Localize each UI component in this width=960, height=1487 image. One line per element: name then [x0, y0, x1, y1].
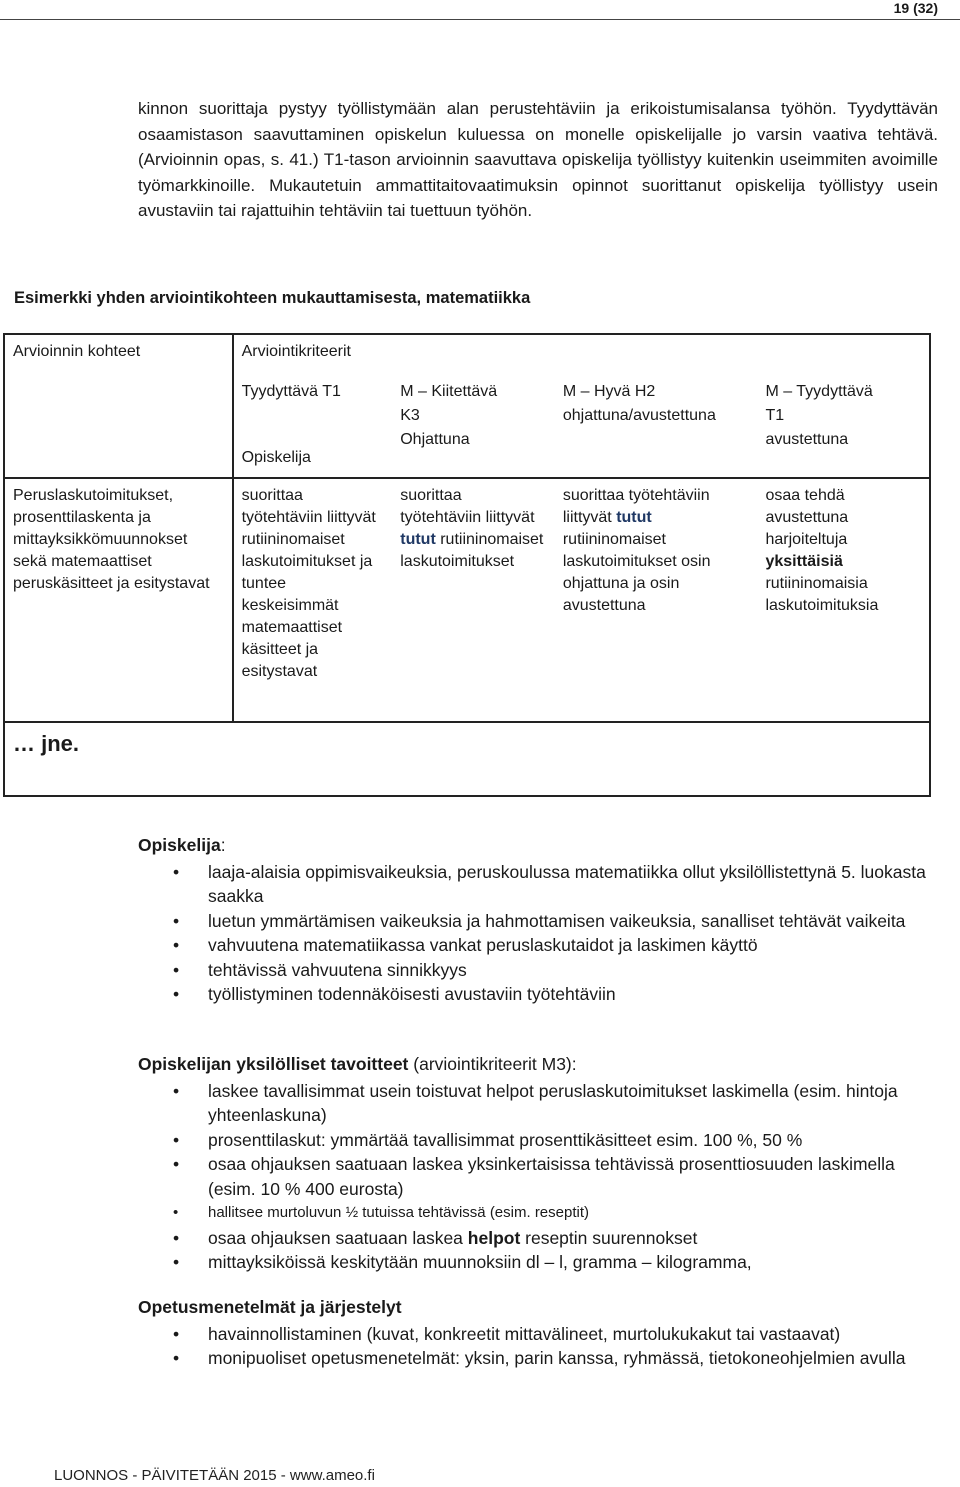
criteria-cell-t1: suorittaa työtehtäviin liittyvät rutiininomaiset laskutoimitukset ja tuntee keskeisimmät matemaattiset käsitteet ja esitystavat [233, 478, 393, 722]
emphasis: tutut [616, 509, 652, 526]
list-item: • mittayksiköissä keskitytään muunnoksiin dl – l, gramma – kilogramma, [138, 1250, 938, 1275]
section-goals [138, 1052, 938, 1275]
list-item: • laaja-alaisia oppimisvaikeuksia, peruskoulussa matematiikka ollut yksilöllistettynä 5. luokasta saakka [138, 860, 938, 909]
emphasis: yksittäisiä [765, 553, 843, 570]
criteria-cell-m-t1: osaa tehdä avustettuna harjoiteltuja yksittäisiä rutiininomaisia laskutoimituksia [757, 478, 930, 722]
list-item: • prosenttilaskut: ymmärtää tavallisimmat prosenttikäsitteet esim. 100 %, 50 % [138, 1128, 938, 1153]
level-t1-label: Tyydyttävä T1 [241, 383, 341, 400]
list-item: • osaa ohjauksen saatuaan laskea helpot reseptin suurennokset [138, 1226, 938, 1251]
level-line: M – Hyvä H2 [562, 383, 656, 400]
example-title: Esimerkki yhden arviointikohteen mukauttamisesta, matematiikka [14, 289, 531, 307]
level-line: M – Kiitettävä [400, 383, 498, 400]
list-item: • työllistyminen todennäköisesti avustaviin työtehtäviin [138, 982, 938, 1007]
level-t1-header [233, 375, 393, 478]
criteria-cell-k3: suorittaa työtehtäviin liittyvät tutut rutiininomaiset laskutoimitukset [392, 478, 555, 722]
table-continuation: … jne. [4, 722, 930, 796]
level-line: T1 [765, 407, 785, 424]
section-heading: Opetusmenetelmät ja järjestelyt [138, 1297, 402, 1317]
list-item: • hallitsee murtoluvun ½ tutuissa tehtävissä (esim. reseptit) [138, 1201, 938, 1226]
list-item: • havainnollistaminen (kuvat, konkreetit mittavälineet, murtolukukakut tai vastaavat) [138, 1322, 938, 1347]
student-label: Opiskelija [241, 449, 311, 466]
footer: LUONNOS - PÄIVITETÄÄN 2015 - www.ameo.fi [54, 1467, 375, 1484]
header-rule [0, 19, 960, 20]
level-m-h2-header [555, 375, 758, 478]
section-heading: Opiskelijan yksilölliset tavoitteet (arviointikriteerit M3): [138, 1054, 577, 1074]
level-m-t1-header [757, 375, 930, 478]
level-line: avustettuna [765, 431, 849, 448]
intro-text: kinnon suorittaja pystyy työllistymään alan perustehtäviin ja erikoistumisalansa työhön. Tyydyttävän osaamistason saavuttaminen opiskelun kuluessa on monelle opiskelijalle jo varsin vaativa tehtävä. (Arvioinnin opas, s. 41.) T1-tason arvioinnin saavuttava opiskelija työllistyy kuitenkin useimmiten avoimille työmarkkinoille. Mukautetuin ammattitaitovaatimuksin opinnot suorittanut opiskelija työllistyy usein avustaviin tai rajattuihin tehtäviin tai tuettuun työhön. [138, 99, 938, 220]
list-item: • monipuoliset opetusmenetelmät: yksin, parin kanssa, ryhmässä, tietokoneohjelmien avulla [138, 1346, 938, 1371]
header-assessment-criteria: Arviointikriteerit [233, 334, 930, 375]
list-item: • luetun ymmärtämisen vaikeuksia ja hahmottamisen vaikeuksia, sanalliset tehtävät vaikeita [138, 909, 938, 934]
list-item: • vahvuutena matematiikassa vankat peruslaskutaidot ja laskimen käyttö [138, 933, 938, 958]
section-heading: Opiskelija: [138, 835, 226, 855]
list-item: • tehtävissä vahvuutena sinnikkyys [138, 958, 938, 983]
page-number: 19 (32) [893, 0, 938, 16]
list-item: • osaa ohjauksen saatuaan laskea yksinkertaisissa tehtävissä prosenttiosuuden laskimella (esim. 10 % 400 eurosta) [138, 1152, 938, 1201]
section-methods [138, 1295, 938, 1371]
list-item: • laskee tavallisimmat usein toistuvat helpot peruslaskutoimitukset laskimella (esim. hintoja yhteenlaskuna) [138, 1079, 938, 1128]
target-cell: Peruslaskutoimitukset, prosenttilaskenta ja mittayksikkömuunnokset sekä matemaattiset peruskäsitteet ja esitystavat [4, 478, 233, 722]
level-m-k3-header [392, 375, 555, 478]
level-line: M – Tyydyttävä [765, 383, 873, 400]
section-student [138, 833, 938, 1007]
level-line: Ohjattuna [400, 431, 470, 448]
header-assessment-targets: Arvioinnin kohteet [4, 334, 233, 478]
intro-paragraph [138, 96, 938, 224]
assessment-table [3, 333, 931, 797]
level-line: ohjattuna/avustettuna [562, 407, 716, 424]
level-line: K3 [400, 407, 420, 424]
emphasis: tutut [400, 531, 436, 548]
criteria-cell-h2: suorittaa työtehtäviin liittyvät tutut rutiininomaiset laskutoimitukset osin ohjattuna ja osin avustettuna [555, 478, 758, 722]
